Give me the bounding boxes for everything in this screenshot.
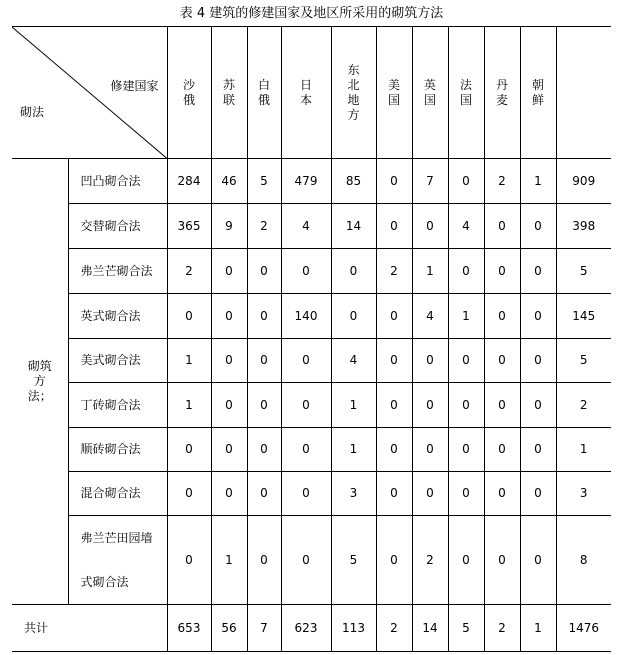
value-cell: 0 <box>376 294 412 339</box>
method-label: 英式砌合法 <box>68 294 167 339</box>
value-cell: 1 <box>167 339 211 383</box>
value-cell: 0 <box>331 294 376 339</box>
table-row <box>12 249 611 294</box>
value-cell: 365 <box>167 204 211 249</box>
value-cell: 0 <box>281 249 331 294</box>
value-cell: 0 <box>448 159 484 204</box>
value-cell: 0 <box>520 294 556 339</box>
row-total-cell: 909 <box>556 159 611 204</box>
value-cell: 0 <box>247 472 281 516</box>
value-cell: 2 <box>376 249 412 294</box>
value-cell: 85 <box>331 159 376 204</box>
method-label <box>68 516 167 605</box>
value-cell: 0 <box>376 159 412 204</box>
value-cell: 0 <box>484 472 520 516</box>
value-cell: 0 <box>520 339 556 383</box>
method-label: 丁砖砌合法 <box>68 383 167 428</box>
value-cell: 0 <box>211 383 247 428</box>
row-header-label: 砌法 <box>20 105 45 119</box>
value-cell: 1 <box>167 383 211 428</box>
value-cell: 3 <box>331 472 376 516</box>
totals-label: 共计 <box>12 605 167 652</box>
method-label: 混合砌合法 <box>68 472 167 516</box>
value-cell: 0 <box>484 339 520 383</box>
row-total-cell: 8 <box>556 516 611 605</box>
total-value-cell: 5 <box>448 605 484 652</box>
col-header-ussr: 苏 联 <box>211 27 247 159</box>
col-header-russia: 沙 俄 <box>167 27 211 159</box>
header-row <box>12 27 611 159</box>
value-cell: 0 <box>412 383 448 428</box>
value-cell: 9 <box>211 204 247 249</box>
value-cell: 0 <box>484 383 520 428</box>
value-cell: 0 <box>211 249 247 294</box>
col-header-usa: 美 国 <box>376 27 412 159</box>
col-header-korea: 朝 鲜 <box>520 27 556 159</box>
total-value-cell: 7 <box>247 605 281 652</box>
value-cell: 0 <box>484 294 520 339</box>
value-cell: 0 <box>331 249 376 294</box>
value-cell: 0 <box>247 294 281 339</box>
col-header-belarus: 白 俄 <box>247 27 281 159</box>
value-cell: 46 <box>211 159 247 204</box>
value-cell: 0 <box>376 516 412 605</box>
value-cell: 479 <box>281 159 331 204</box>
value-cell: 0 <box>167 294 211 339</box>
value-cell: 0 <box>167 516 211 605</box>
value-cell: 0 <box>520 516 556 605</box>
value-cell: 7 <box>412 159 448 204</box>
value-cell: 0 <box>281 339 331 383</box>
value-cell: 0 <box>484 249 520 294</box>
table-row <box>12 159 611 204</box>
total-value-cell: 2 <box>484 605 520 652</box>
table-row <box>12 339 611 383</box>
value-cell: 0 <box>211 472 247 516</box>
value-cell: 1 <box>520 159 556 204</box>
value-cell: 0 <box>281 516 331 605</box>
col-header-france: 法 国 <box>448 27 484 159</box>
group-label-line: 方 <box>33 374 46 388</box>
value-cell: 0 <box>211 294 247 339</box>
row-total-cell: 398 <box>556 204 611 249</box>
value-cell: 0 <box>412 204 448 249</box>
method-label: 交替砌合法 <box>68 204 167 249</box>
value-cell: 0 <box>520 472 556 516</box>
value-cell: 0 <box>376 383 412 428</box>
total-value-cell: 2 <box>376 605 412 652</box>
value-cell: 5 <box>331 516 376 605</box>
table-row <box>12 516 611 605</box>
method-label-line: 式砌合法 <box>80 575 129 589</box>
value-cell: 0 <box>167 472 211 516</box>
value-cell: 0 <box>281 428 331 472</box>
value-cell: 2 <box>484 159 520 204</box>
value-cell: 0 <box>448 383 484 428</box>
value-cell: 0 <box>412 339 448 383</box>
col-header-total <box>556 27 611 159</box>
row-total-cell: 1 <box>556 428 611 472</box>
value-cell: 4 <box>281 204 331 249</box>
total-value-cell: 14 <box>412 605 448 652</box>
table-row <box>12 472 611 516</box>
value-cell: 0 <box>247 383 281 428</box>
row-total-cell: 3 <box>556 472 611 516</box>
group-label-line: 砌筑 <box>27 359 52 373</box>
value-cell: 5 <box>247 159 281 204</box>
value-cell: 0 <box>167 428 211 472</box>
value-cell: 0 <box>520 383 556 428</box>
masonry-method-table <box>12 26 611 652</box>
total-value-cell: 56 <box>211 605 247 652</box>
value-cell: 0 <box>484 428 520 472</box>
value-cell: 0 <box>247 339 281 383</box>
grand-total-cell: 1476 <box>556 605 611 652</box>
value-cell: 0 <box>247 249 281 294</box>
value-cell: 0 <box>281 472 331 516</box>
table-row <box>12 383 611 428</box>
value-cell: 0 <box>448 339 484 383</box>
value-cell: 0 <box>211 339 247 383</box>
total-value-cell: 623 <box>281 605 331 652</box>
value-cell: 0 <box>484 204 520 249</box>
total-value-cell: 113 <box>331 605 376 652</box>
value-cell: 0 <box>376 428 412 472</box>
value-cell: 0 <box>376 339 412 383</box>
col-header-denmark: 丹 麦 <box>484 27 520 159</box>
value-cell: 4 <box>331 339 376 383</box>
corner-header-cell <box>12 27 167 159</box>
col-header-uk: 英 国 <box>412 27 448 159</box>
value-cell: 0 <box>448 516 484 605</box>
value-cell: 2 <box>247 204 281 249</box>
value-cell: 0 <box>247 516 281 605</box>
value-cell: 4 <box>448 204 484 249</box>
value-cell: 0 <box>412 428 448 472</box>
value-cell: 4 <box>412 294 448 339</box>
value-cell: 140 <box>281 294 331 339</box>
value-cell: 2 <box>167 249 211 294</box>
method-label: 顺砖砌合法 <box>68 428 167 472</box>
table-row <box>12 294 611 339</box>
totals-row <box>12 605 611 652</box>
col-header-japan: 日 本 <box>281 27 331 159</box>
value-cell: 0 <box>520 428 556 472</box>
group-label-cell <box>12 159 68 605</box>
column-header-label: 修建国家 <box>110 79 159 93</box>
total-value-cell: 1 <box>520 605 556 652</box>
value-cell: 0 <box>247 428 281 472</box>
table-row <box>12 204 611 249</box>
method-label: 弗兰芒砌合法 <box>68 249 167 294</box>
value-cell: 1 <box>331 383 376 428</box>
value-cell: 0 <box>484 516 520 605</box>
value-cell: 1 <box>331 428 376 472</box>
method-label-line: 弗兰芒田园墙 <box>80 531 153 545</box>
table-row <box>12 428 611 472</box>
table-caption: 表 4 建筑的修建国家及地区所采用的砌筑方法 <box>179 6 444 21</box>
value-cell: 0 <box>448 428 484 472</box>
value-cell: 0 <box>376 472 412 516</box>
total-value-cell: 653 <box>167 605 211 652</box>
row-total-cell: 5 <box>556 249 611 294</box>
value-cell: 0 <box>412 472 448 516</box>
value-cell: 14 <box>331 204 376 249</box>
row-total-cell: 5 <box>556 339 611 383</box>
value-cell: 1 <box>448 294 484 339</box>
method-label: 美式砌合法 <box>68 339 167 383</box>
value-cell: 0 <box>520 249 556 294</box>
method-label: 凹凸砌合法 <box>68 159 167 204</box>
value-cell: 0 <box>448 249 484 294</box>
value-cell: 2 <box>412 516 448 605</box>
col-header-northeast: 东 北 地 方 <box>331 27 376 159</box>
row-total-cell: 2 <box>556 383 611 428</box>
value-cell: 0 <box>520 204 556 249</box>
value-cell: 284 <box>167 159 211 204</box>
value-cell: 0 <box>281 383 331 428</box>
row-total-cell: 145 <box>556 294 611 339</box>
value-cell: 1 <box>211 516 247 605</box>
group-label-line: 法； <box>27 389 52 403</box>
value-cell: 0 <box>211 428 247 472</box>
value-cell: 0 <box>376 204 412 249</box>
value-cell: 0 <box>448 472 484 516</box>
value-cell: 1 <box>412 249 448 294</box>
